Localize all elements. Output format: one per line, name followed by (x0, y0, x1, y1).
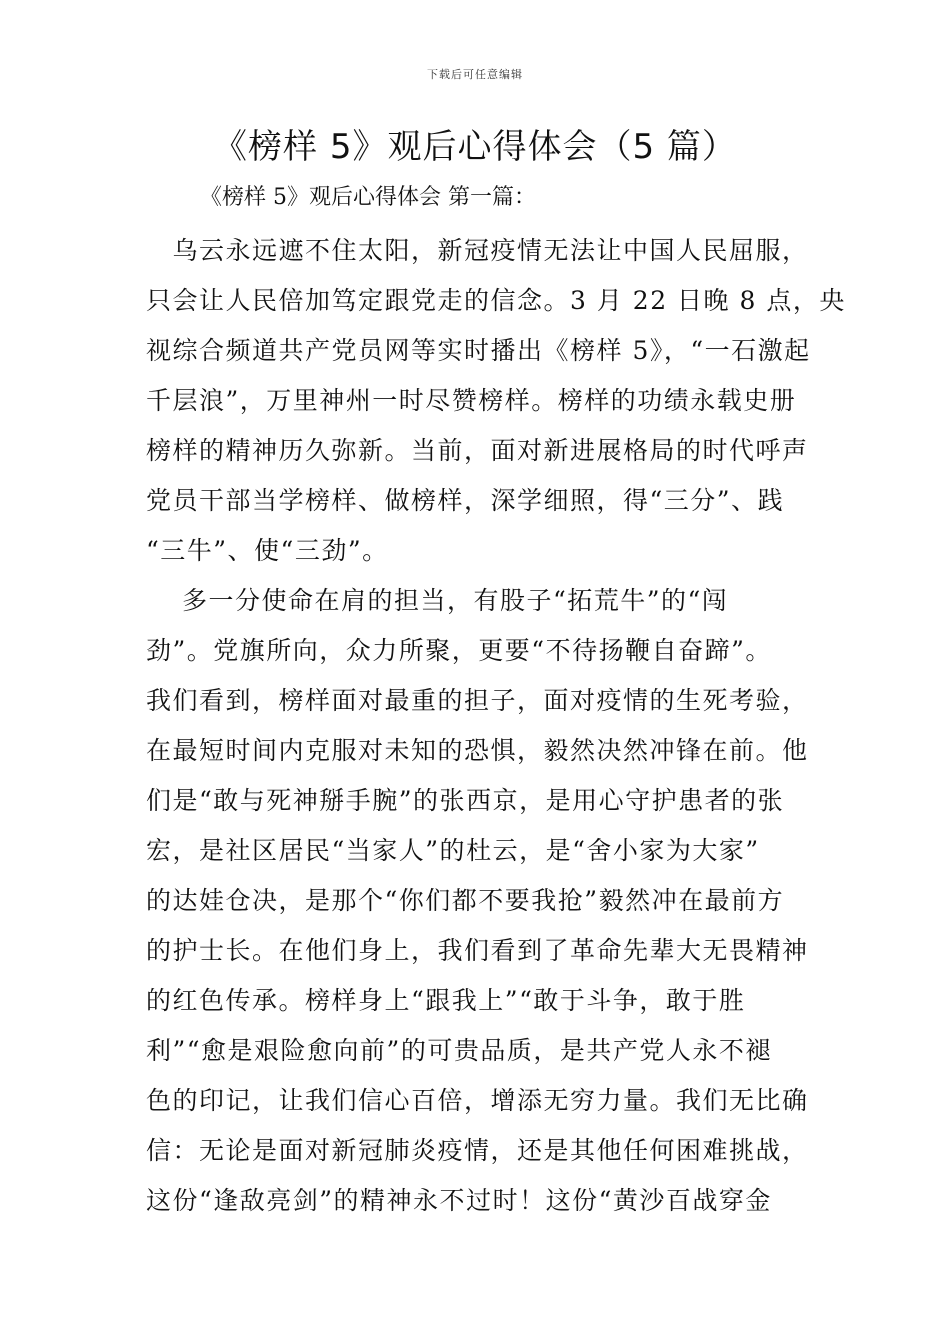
text-line: 的达娃仓决，是那个“你们都不要我抢”毅然冲在最前方 (146, 886, 785, 915)
text-line: 劲”。党旗所向，众力所聚，更要“不待扬鞭自奋蹄”。 (146, 636, 772, 665)
text-line: 视综合频道共产党员网等实时播出《榜样 5》，“一石激起 (146, 336, 811, 365)
text-line: 们是“敢与死神掰手腕”的张西京，是用心守护患者的张 (146, 786, 785, 815)
text-line: 的护士长。在他们身上，我们看到了革命先辈大无畏精神 (146, 936, 809, 965)
text-line: 这份“逢敌亮剑”的精神永不过时！这份“黄沙百战穿金 (146, 1186, 772, 1215)
text-line: 色的印记，让我们信心百倍，增添无穷力量。我们无比确 (146, 1086, 809, 1115)
header-note: 下载后可任意编辑 (427, 68, 523, 81)
text-line: 宏，是社区居民“当家人”的杜云，是“舍小家为大家” (146, 836, 760, 865)
text-line: 我们看到，榜样面对最重的担子，面对疫情的生死考验， (146, 686, 809, 715)
text-line: 只会让人民倍加笃定跟党走的信念。3 月 22 日晚 8 点，央 (146, 286, 846, 315)
text-line: 利”“愈是艰险愈向前”的可贵品质，是共产党人永不褪 (146, 1036, 772, 1065)
section-subtitle: 《榜样 5》观后心得体会 第一篇： (200, 185, 536, 210)
text-line: “三牛”、使“三劲”。 (146, 536, 389, 565)
text-line: 党员干部当学榜样、做榜样，深学细照，得“三分”、践 (146, 486, 785, 515)
text-line: 的红色传承。榜样身上“跟我上”“敢于斗争，敢于胜 (146, 986, 746, 1015)
text-line: 乌云永远遮不住太阳，新冠疫情无法让中国人民屈服， (146, 236, 809, 265)
text-line: 千层浪”，万里神州一时尽赞榜样。榜样的功绩永载史册 (146, 386, 797, 415)
text-line: 多一分使命在肩的担当，有股子“拓荒牛”的“闯 (146, 586, 729, 615)
text-line: 榜样的精神历久弥新。当前，面对新进展格局的时代呼声 (146, 436, 809, 465)
text-line: 信：无论是面对新冠肺炎疫情，还是其他任何困难挑战， (146, 1136, 809, 1165)
document-title: 《榜样 5》观后心得体会（5 篇） (213, 127, 737, 167)
text-line: 在最短时间内克服对未知的恐惧，毅然决然冲锋在前。他 (146, 736, 809, 765)
